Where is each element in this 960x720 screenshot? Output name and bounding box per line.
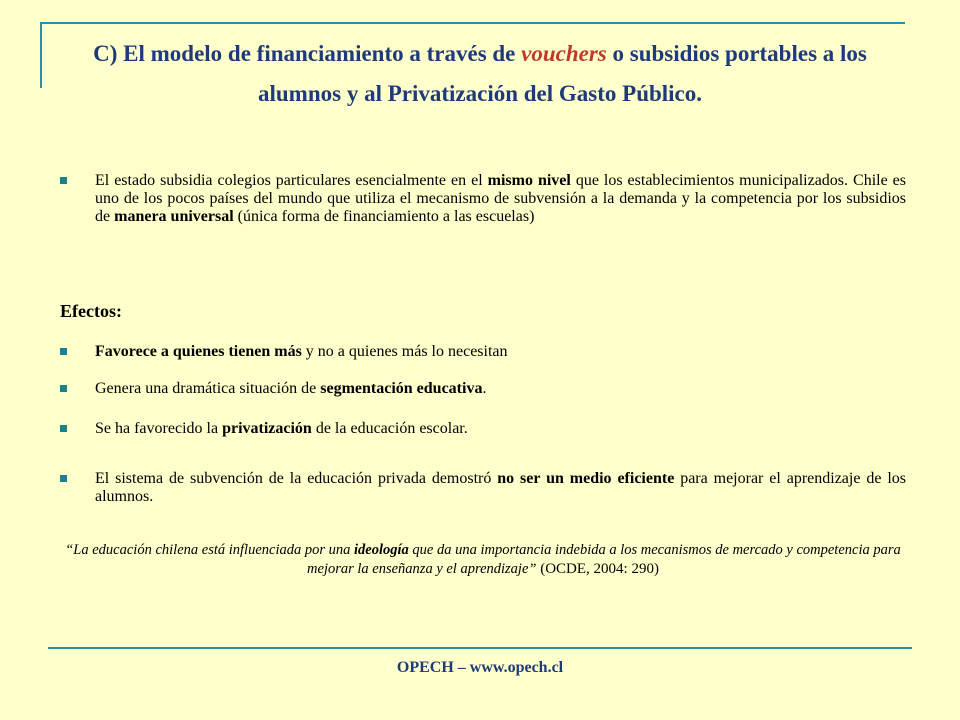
effect-text-1: Favorece a quienes tienen más y no a quienes más lo necesitan (95, 343, 508, 360)
quote-citation: (OCDE, 2004: 290) (536, 561, 659, 577)
ocde-quote: “La educación chilena está influenciada por una ideología que da una importancia indebida a los mecanismos de mercado y competencia para mejorar la enseñanza y el aprendizaje” (OCDE, 2004: 290) (65, 542, 901, 577)
bullet-marker (60, 385, 67, 392)
effect-text-3: Se ha favorecido la privatización de la educación escolar. (95, 420, 468, 437)
footer-divider (48, 647, 912, 649)
slide-title: C) El modelo de financiamiento a través de vouchers o subsidios portables a los alumnos y al Privatización del Gasto Público. (93, 41, 867, 106)
bullet-marker (60, 348, 67, 355)
effect-text-2: Genera una dramática situación de segmentación educativa. (95, 380, 487, 397)
frame-left-line (40, 22, 42, 88)
frame-top-line (40, 22, 905, 24)
bullet-marker (60, 425, 67, 432)
bullet-marker (60, 475, 67, 482)
intro-text: El estado subsidia colegios particulares esencialmente en el mismo nivel que los establecimientos municipalizados. Chile es uno de los pocos países del mundo que utiliza el mecanismo de subvensión a la demanda y la competencia por los subsidios de manera universal (única forma de financiamiento a las escuelas) (95, 172, 906, 225)
bullet-marker (60, 177, 67, 184)
efectos-heading: Efectos: (60, 301, 122, 321)
footer-credit: OPECH – www.opech.cl (396, 659, 564, 676)
title-italic-word: vouchers (521, 41, 607, 66)
effect-text-4: El sistema de subvención de la educación privada demostró no ser un medio eficiente para mejorar el aprendizaje de los alumnos. (95, 470, 907, 505)
